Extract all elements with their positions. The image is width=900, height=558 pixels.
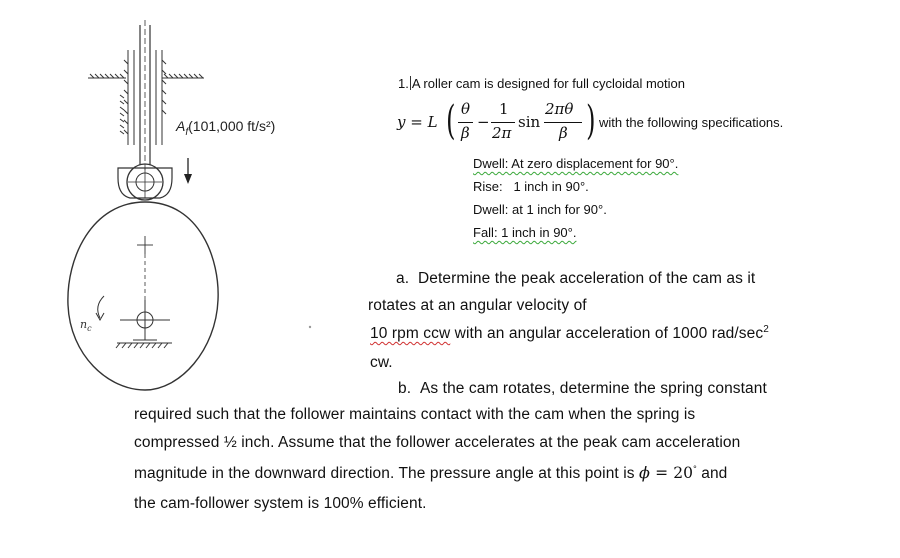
part-a-line-4: cw. — [370, 354, 393, 371]
spec-rise: Rise: 1 inch in 90°. — [473, 179, 589, 194]
cam-profile — [68, 202, 218, 390]
frac-bar-1 — [458, 122, 473, 123]
spring-coils — [120, 95, 124, 134]
part-b-line-4: magnitude in the downward direction. The pressure angle at this point is ϕ = 20° and — [134, 463, 728, 482]
cam-centre-mark — [137, 236, 153, 254]
cam-follower-figure — [0, 0, 360, 420]
ground-hatch-right — [162, 74, 204, 78]
part-b-line-5: the cam-follower system is 100% efficient. — [134, 495, 427, 512]
spec-dwell-2: Dwell: at 1 inch for 90°. — [473, 202, 607, 217]
accel-label: $A_f(101,000$ ft/s²) — [176, 118, 276, 138]
text-cursor — [410, 76, 411, 90]
part-a-line-1: a. Determine the peak acceleration of the cam as it — [396, 270, 756, 287]
paren-right: ) — [586, 98, 596, 144]
paren-left: ( — [446, 98, 456, 144]
omega-label: $n_c$ — [80, 318, 92, 334]
cam-pivot — [116, 300, 172, 348]
cycloidal-equation: y = L ( θ β − 1 2π sin 2πθ β ) — [397, 98, 596, 144]
part-a-line-3: 10 rpm ccw with an angular acceleration of 1000 rad/$\sec^2$ — [370, 324, 769, 343]
with-spec-text: with the following specifications. — [599, 115, 784, 130]
frac-bar-3 — [544, 122, 582, 123]
part-b-line-1: b. As the cam rotates, determine the spring constant — [398, 380, 767, 397]
part-b-line-2: required such that the follower maintains contact with the cam when the spring is — [134, 406, 696, 423]
frac-bar-2 — [491, 122, 515, 123]
follower-stem — [140, 20, 150, 170]
guide-left — [124, 50, 134, 145]
guide-right — [156, 50, 166, 145]
part-a-line-2: rotates at an angular velocity of — [368, 297, 587, 314]
part-b-line-3: compressed ½ inch. Assume that the follower accelerates at the peak cam acceleration — [134, 434, 741, 451]
ground-hatch-left — [88, 74, 126, 78]
problem-intro: 1. A roller cam is designed for full cycloidal motion — [398, 76, 685, 91]
spec-dwell-1: Dwell: At zero displacement for 90°. — [473, 156, 679, 171]
spec-fall: Fall: 1 inch in 90°. — [473, 225, 577, 240]
